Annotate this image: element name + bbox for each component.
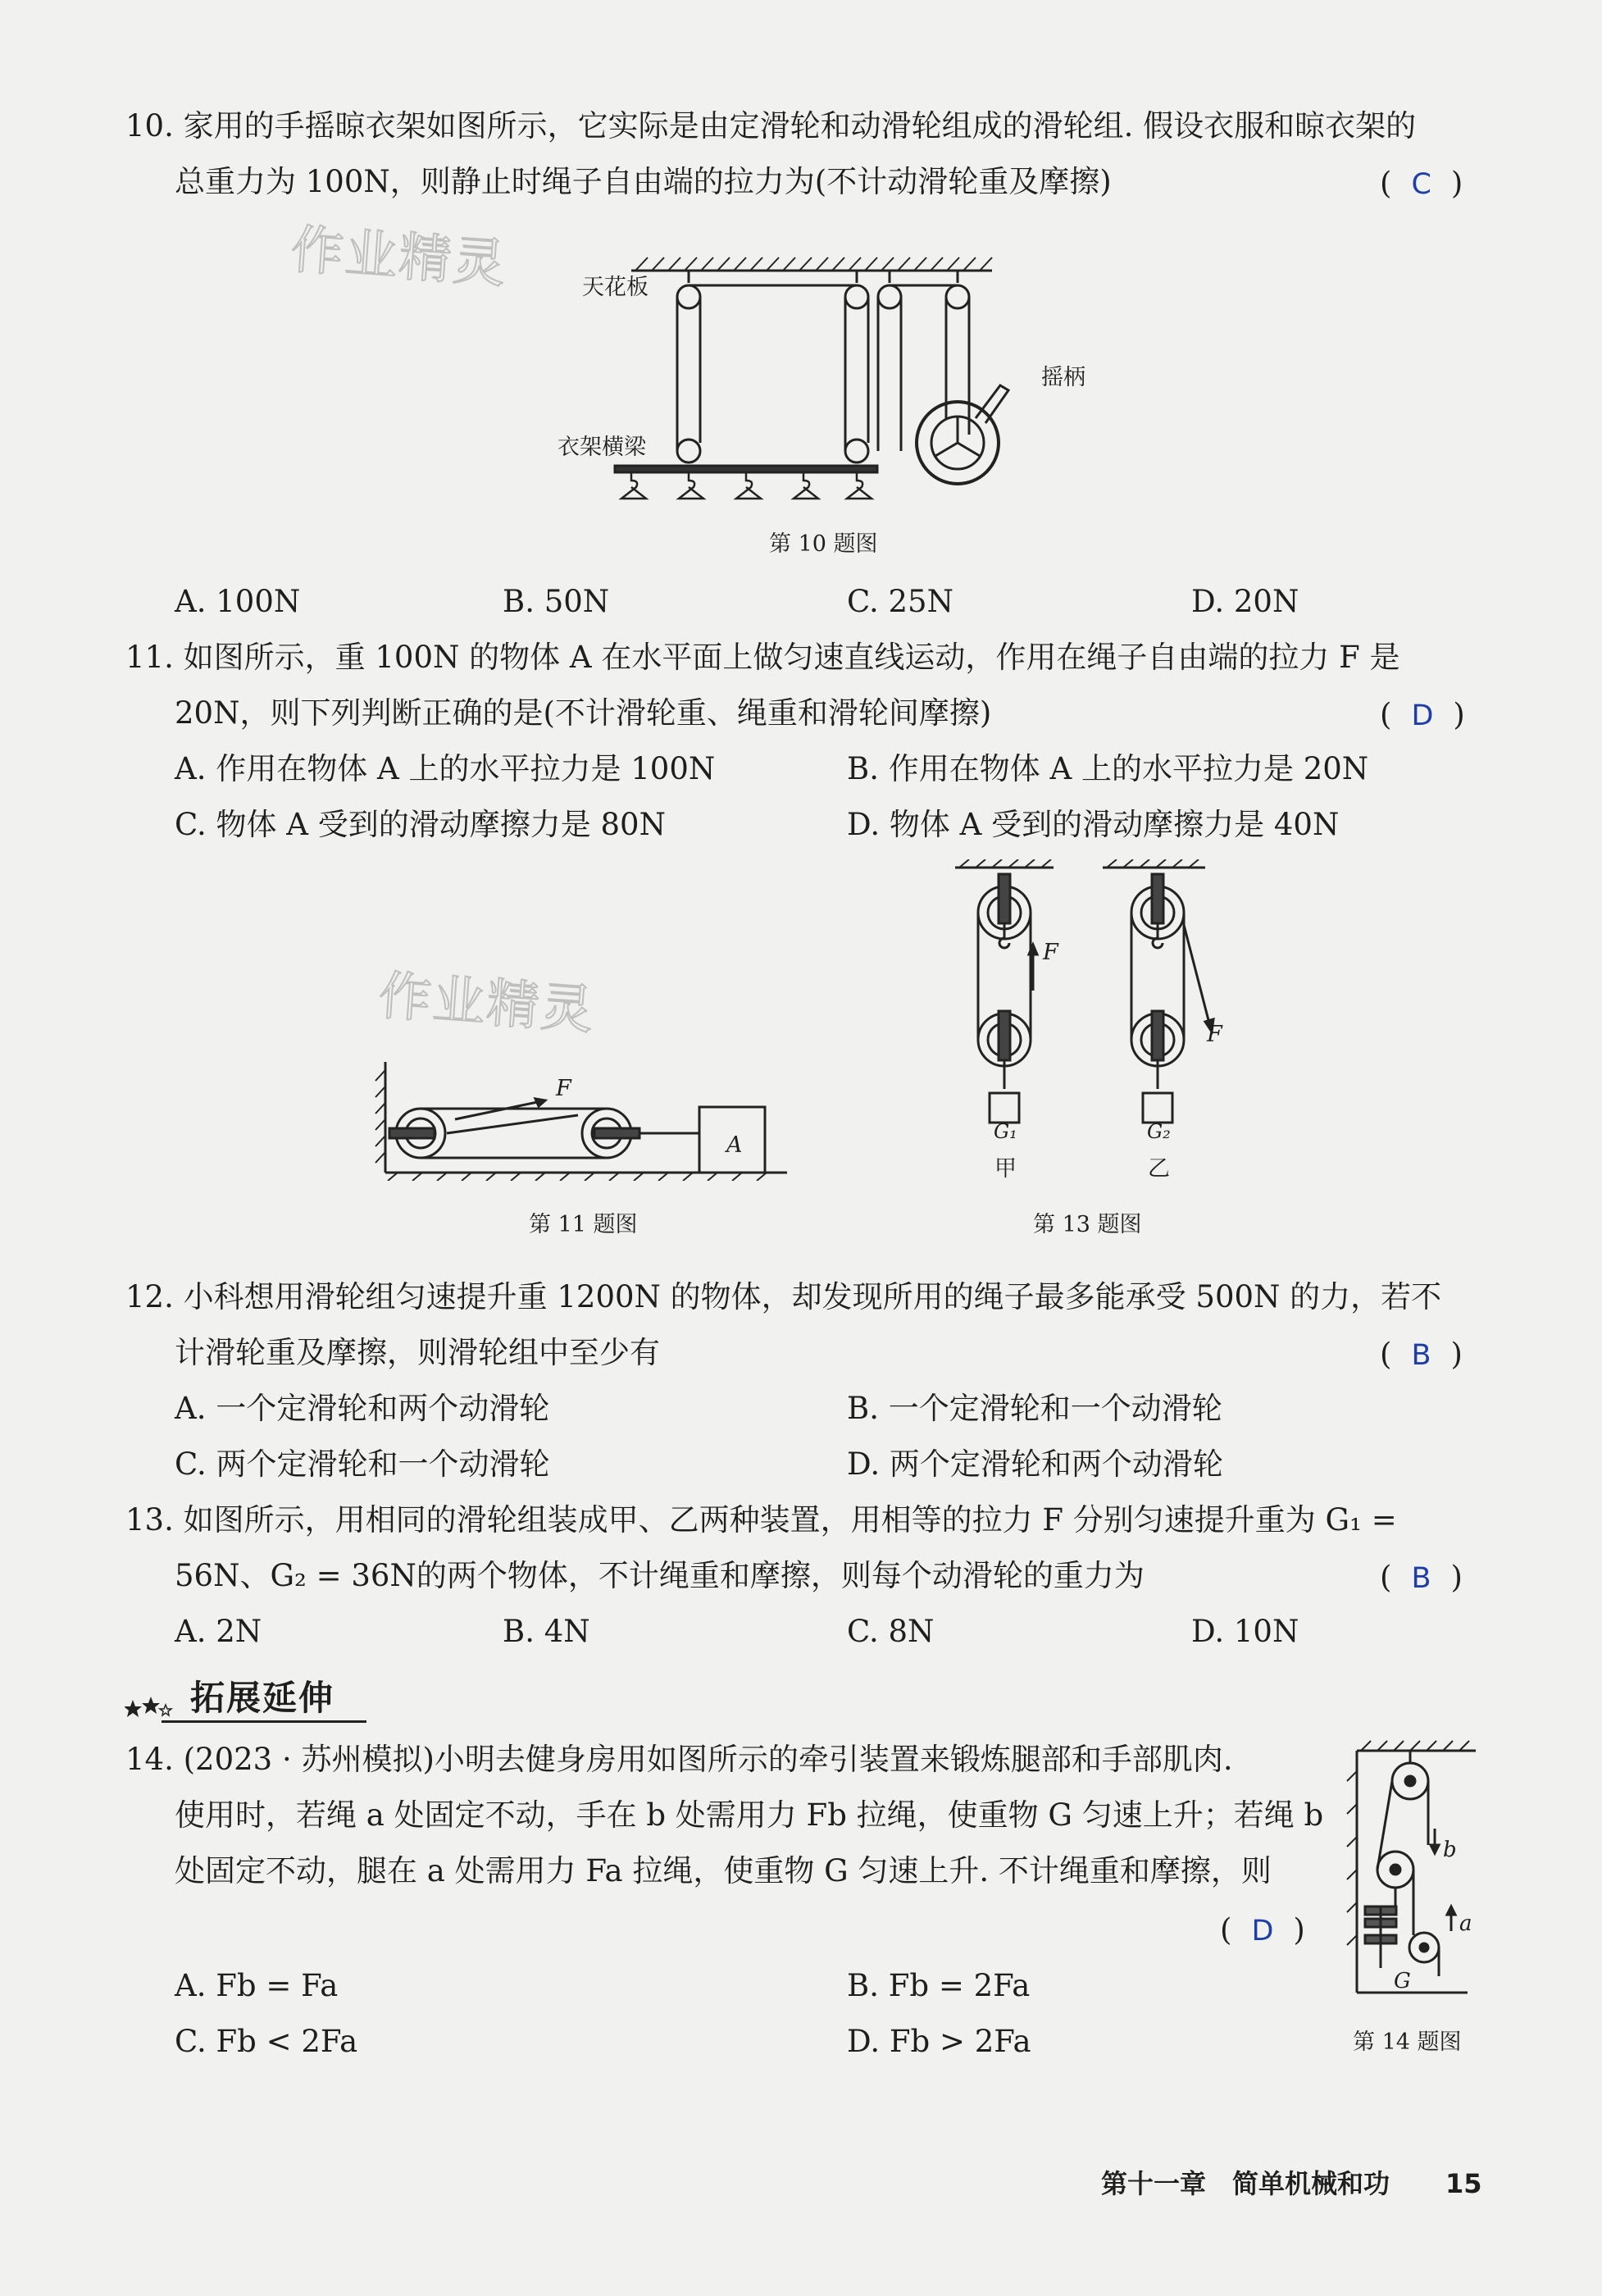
fig11-caption: 第 11 题图 [529, 1212, 638, 1237]
figure-14-fitness-pulley [1345, 1738, 1484, 2001]
q10-option-b: B. 50N [503, 584, 610, 619]
fig14-label-G: G [1394, 1969, 1411, 1993]
q11-option-c: C. 物体 A 受到的滑动摩擦力是 80N [175, 807, 666, 842]
answer-value: B [1411, 1339, 1431, 1372]
answer-value: B [1411, 1562, 1431, 1595]
q12-answer: ( B ) [1380, 1337, 1463, 1372]
fig13-label-G2: G₂ [1147, 1120, 1171, 1143]
section-underline [162, 1720, 366, 1723]
q12-option-b: B. 一个定滑轮和一个动滑轮 [847, 1391, 1222, 1426]
q14-option-c: C. Fb < 2Fa [175, 2024, 358, 2059]
q11-option-a: A. 作用在物体 A 上的水平拉力是 100N [175, 751, 716, 786]
answer-value: D [1251, 1915, 1274, 1947]
fig13-label-F-yi: F [1207, 1022, 1222, 1047]
fig13-label-yi: 乙 [1148, 1156, 1170, 1182]
section-header [125, 1677, 366, 1724]
q13-option-c: C. 8N [847, 1614, 935, 1649]
q10-answer: ( C ) [1380, 166, 1463, 201]
q13-option-d: D. 10N [1191, 1614, 1299, 1649]
fig11-label-F: F [556, 1076, 571, 1101]
q12-text-line1: 12. 小科想用滑轮组匀速提升重 1200N 的物体，却发现所用的绳子最多能承受 500N 的力，若不 [125, 1279, 1442, 1314]
q14-option-a: A. Fb = Fa [175, 1968, 339, 2003]
q14-option-d: D. Fb > 2Fa [847, 2024, 1031, 2059]
watermark: 作业精灵 [376, 965, 597, 1042]
q10-option-a: A. 100N [175, 584, 301, 619]
fig10-caption: 第 10 题图 [769, 531, 878, 557]
q11-option-b: B. 作用在物体 A 上的水平拉力是 20N [847, 751, 1369, 786]
fig10-label-beam: 衣架横梁 [558, 435, 646, 460]
page-number: 15 [1445, 2168, 1482, 2199]
q13-text-line2: 56N、G₂ = 36N的两个物体，不计绳重和摩擦，则每个动滑轮的重力为 [175, 1558, 1145, 1593]
stars-icon [125, 1693, 174, 1723]
q14-text-line1: 14. (2023 · 苏州模拟)小明去健身房用如图所示的牵引装置来锻炼腿部和手部肌肉. [125, 1742, 1233, 1777]
q14-text-line3: 处固定不动，腿在 a 处需用力 Fa 拉绳，使重物 G 匀速上升. 不计绳重和摩擦，则 [175, 1853, 1272, 1888]
q13-text-line1: 13. 如图所示，用相同的滑轮组装成甲、乙两种装置，用相等的拉力 F 分别匀速提升重为 G₁ = [125, 1502, 1397, 1538]
q11-text-line1: 11. 如图所示，重 100N 的物体 A 在水平面上做匀速直线运动，作用在绳子自由端的拉力 F 是 [125, 640, 1400, 675]
fig13-label-F-jia: F [1043, 940, 1058, 965]
q14-option-b: B. Fb = 2Fa [847, 1968, 1031, 2003]
q13-option-b: B. 4N [503, 1614, 590, 1649]
q11-option-d: D. 物体 A 受到的滑动摩擦力是 40N [847, 807, 1340, 842]
q12-option-d: D. 两个定滑轮和两个动滑轮 [847, 1446, 1223, 1482]
q12-text-line2: 计滑轮重及摩擦，则滑轮组中至少有 [175, 1335, 660, 1370]
q14-answer: ( D ) [1220, 1912, 1305, 1947]
q13-option-a: A. 2N [175, 1614, 262, 1649]
q13-answer: ( B ) [1380, 1560, 1463, 1595]
section-title: 拓展延伸 [190, 1678, 335, 1718]
fig13-label-jia: 甲 [994, 1156, 1017, 1182]
q12-option-c: C. 两个定滑轮和一个动滑轮 [175, 1446, 550, 1482]
q10-text-line2: 总重力为 100N，则静止时绳子自由端的拉力为(不计动滑轮重及摩擦) [175, 164, 1112, 199]
fig11-label-A: A [726, 1132, 743, 1158]
fig10-label-ceiling: 天花板 [582, 275, 649, 300]
fig13-label-G1: G₁ [994, 1120, 1017, 1143]
q10-option-d: D. 20N [1191, 584, 1299, 619]
fig14-caption: 第 14 题图 [1353, 2029, 1462, 2055]
fig14-label-a: a [1459, 1911, 1472, 1936]
figure-13-pulley-systems [943, 859, 1238, 1187]
q14-text-line2: 使用时，若绳 a 处固定不动，手在 b 处需用力 Fb 拉绳，使重物 G 匀速上升；若绳 b [175, 1797, 1324, 1833]
chapter-title: 第十一章 简单机械和功 [1101, 2168, 1390, 2199]
q10-text-line1: 10. 家用的手摇晾衣架如图所示，它实际是由定滑轮和动滑轮组成的滑轮组. 假设衣服和晾衣架的 [125, 108, 1417, 144]
q10-option-c: C. 25N [847, 584, 953, 619]
q11-text-line2: 20N，则下列判断正确的是(不计滑轮重、绳重和滑轮间摩擦) [175, 695, 992, 731]
figure-11-horizontal-pulley [373, 1058, 799, 1181]
fig14-label-b: b [1443, 1838, 1457, 1862]
answer-value: D [1411, 699, 1434, 732]
fig10-label-crank: 摇柄 [1041, 365, 1085, 390]
answer-value: C [1411, 168, 1431, 201]
watermark: 作业精灵 [289, 219, 509, 296]
q11-answer: ( D ) [1380, 697, 1465, 732]
q12-option-a: A. 一个定滑轮和两个动滑轮 [175, 1391, 550, 1426]
fig13-caption: 第 13 题图 [1033, 1212, 1142, 1237]
